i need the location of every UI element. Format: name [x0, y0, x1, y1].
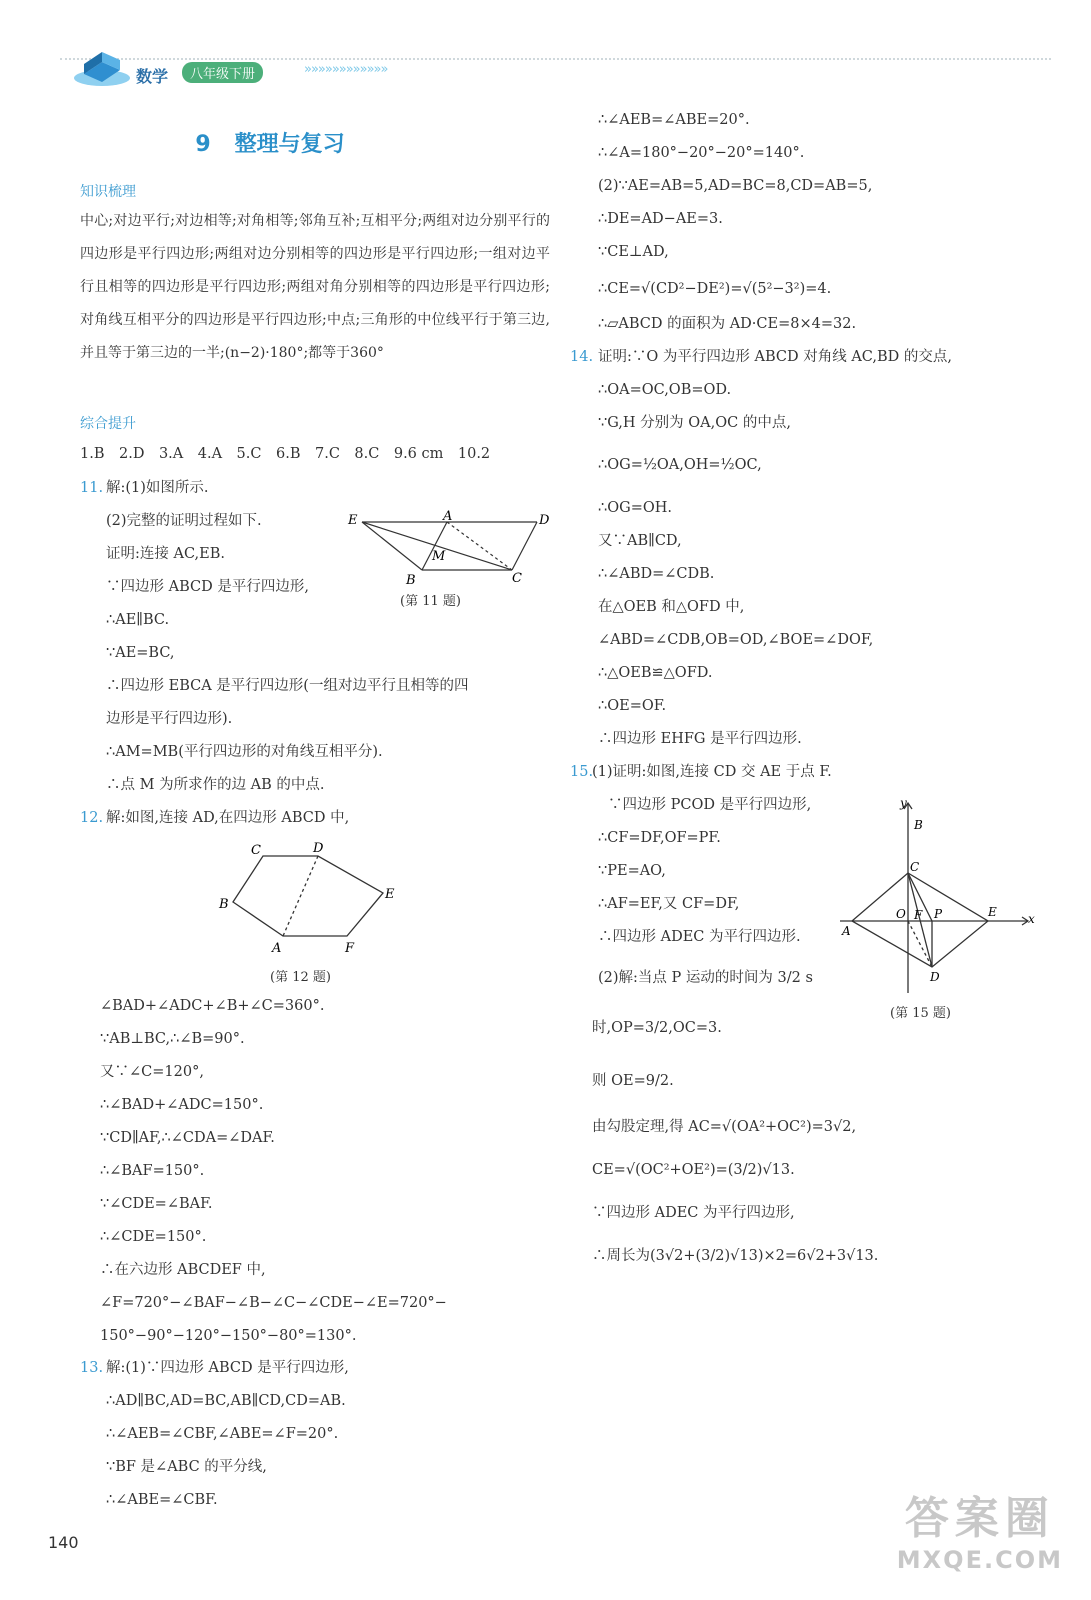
q15-caption: (第 15 题)	[890, 1006, 951, 1021]
q14-line: ∴OE=OF.	[598, 698, 667, 714]
q13-right-line: ∴▱ABCD 的面积为 AD·CE=8×4=32.	[598, 316, 857, 332]
q14-line: ∴OA=OC,OB=OD.	[598, 382, 732, 398]
q15-line: ∴AF=EF,又 CF=DF,	[598, 896, 740, 912]
q15-line: ∴四边形 ADEC 为平行四边形.	[598, 929, 801, 945]
q12-label-b: B	[219, 897, 229, 912]
section-knowledge: 知识梳理	[80, 184, 136, 200]
q15-label-p: P	[934, 907, 943, 921]
answers-row: 1.B 2.D 3.A 4.A 5.C 6.B 7.C 8.C 9.6 cm 10.2	[80, 446, 491, 462]
title-number: 9	[195, 132, 211, 157]
page-number: 140	[48, 1533, 79, 1552]
q13-line: ∴AD∥BC,AD=BC,AB∥CD,CD=AB.	[106, 1393, 346, 1409]
q12-label-c: C	[251, 843, 261, 858]
q12-line: 150°−90°−120°−150°−80°=130°.	[100, 1328, 357, 1344]
q15-label-e: E	[988, 905, 997, 919]
q12-line: ∵∠CDE=∠BAF.	[100, 1196, 213, 1212]
q11-line: ∴点 M 为所求作的边 AB 的中点.	[106, 777, 325, 793]
q12-line: ∠BAD+∠ADC+∠B+∠C=360°.	[100, 998, 325, 1014]
watermark-line2: MXQE.COM	[896, 1546, 1063, 1574]
q11-line: ∴AE∥BC.	[106, 612, 170, 628]
q15-line: ∴周长为(3√2+(3/2)√13)×2=6√2+3√13.	[592, 1248, 879, 1264]
q15-figure	[838, 795, 1038, 995]
q15-line: 由勾股定理,得 AC=√(OA²+OC²)=3√2,	[592, 1119, 857, 1135]
q15-label-d: D	[930, 970, 940, 984]
q14-line: ∴△OEB≌△OFD.	[598, 665, 713, 681]
watermark-line1: 答案圈	[904, 1493, 1055, 1544]
q15-label-x: x	[1028, 912, 1035, 926]
q13-right-line: ∴∠A=180°−20°−20°=140°.	[598, 145, 805, 161]
knowledge-paragraph: 中心;对边平行;对边相等;对角相等;邻角互补;互相平分;两组对边分别平行的四边形是平行四边形;两组对边分别相等的四边形是平行四边形;一组对边平行且相等的四边形是平行四边形;两组对角分别相等的四边形是平行四边形;对角线互相平分的四边形是平行四边形;中点;三角形的中位线平行于第三边,并且等于第三边的一半;(n−2)·180°;都等于360°	[80, 213, 550, 361]
q14-line: ∠ABD=∠CDB,OB=OD,∠BOE=∠DOF,	[598, 632, 874, 648]
q15-line: (1)证明:如图,连接 CD 交 AE 于点 F.	[592, 764, 832, 780]
q14-line: ∴OG=½OA,OH=½OC,	[598, 457, 762, 473]
q15-line: ∵四边形 PCOD 是平行四边形,	[608, 797, 812, 813]
q15-line: ∵PE=AO,	[598, 863, 666, 879]
q12-line: ∠F=720°−∠BAF−∠B−∠C−∠CDE−∠E=720°−	[100, 1295, 447, 1311]
q14-line: ∴四边形 EHFG 是平行四边形.	[598, 731, 802, 747]
q11-label-b: B	[406, 573, 416, 588]
q12-label-e: E	[385, 887, 395, 902]
q13-right-line: ∴CE=√(CD²−DE²)=√(5²−3²)=4.	[598, 281, 832, 297]
q15-line: (2)解:当点 P 运动的时间为 3/2 s	[598, 970, 813, 986]
q11-figure	[342, 510, 552, 590]
q14-line: 又∵AB∥CD,	[598, 533, 682, 549]
q13-right-line: ∴∠AEB=∠ABE=20°.	[598, 112, 750, 128]
q13-line: 解:(1)∵四边形 ABCD 是平行四边形,	[106, 1360, 349, 1376]
q11-label-a: A	[443, 510, 453, 524]
header-rule	[60, 58, 1051, 60]
q14-line: ∵G,H 分别为 OA,OC 的中点,	[598, 415, 791, 431]
q15-line: CE=√(OC²+OE²)=(3/2)√13.	[592, 1162, 795, 1178]
q11-line: 边形是平行四边形).	[106, 711, 233, 727]
q11-line: 解:(1)如图所示.	[106, 480, 209, 496]
q13-right-line: ∵CE⊥AD,	[598, 244, 669, 260]
book-logo-icon	[72, 48, 132, 88]
q12-line: ∴∠BAD+∠ADC=150°.	[100, 1097, 264, 1113]
q14-line: ∴∠ABD=∠CDB.	[598, 566, 715, 582]
q12-label-d: D	[313, 841, 324, 856]
q15-line: ∴CF=DF,OF=PF.	[598, 830, 721, 846]
q15-line: ∵四边形 ADEC 为平行四边形,	[592, 1205, 795, 1221]
q14-line: 在△OEB 和△OFD 中,	[598, 599, 745, 615]
q13-number: 13.	[80, 1360, 104, 1376]
q13-right-line: (2)∵AE=AB=5,AD=BC=8,CD=AB=5,	[598, 178, 873, 194]
title-text: 整理与复习	[234, 132, 345, 157]
q12-line: ∵CD∥AF,∴∠CDA=∠DAF.	[100, 1130, 275, 1146]
q12-line: 又∵∠C=120°,	[100, 1064, 204, 1080]
q15-line: 时,OP=3/2,OC=3.	[592, 1020, 722, 1036]
header-grade-badge: 八年级下册	[182, 62, 263, 83]
q15-label-a: A	[842, 924, 851, 938]
q15-line: 则 OE=9/2.	[592, 1073, 674, 1089]
q11-number: 11.	[80, 480, 104, 496]
q12-caption: (第 12 题)	[270, 970, 331, 985]
q11-line: ∴AM=MB(平行四边形的对角线互相平分).	[106, 744, 383, 760]
q13-line: ∵BF 是∠ABC 的平分线,	[106, 1459, 267, 1475]
q15-label-b: B	[914, 818, 923, 832]
q11-line: ∵AE=BC,	[106, 645, 175, 661]
q12-line: ∴∠CDE=150°.	[100, 1229, 207, 1245]
q11-label-e: E	[348, 513, 358, 528]
q12-line: ∴∠BAF=150°.	[100, 1163, 205, 1179]
section-improve: 综合提升	[80, 416, 136, 432]
q14-number: 14.	[570, 349, 594, 365]
q12-figure	[215, 838, 405, 958]
q13-line: ∴∠ABE=∠CBF.	[106, 1492, 218, 1508]
header-subject: 数学	[136, 67, 169, 86]
q11-line: 证明:连接 AC,EB.	[106, 546, 226, 562]
q11-line: ∴四边形 EBCA 是平行四边形(一组对边平行且相等的四	[106, 678, 469, 694]
q14-line: 证明:∵O 为平行四边形 ABCD 对角线 AC,BD 的交点,	[598, 349, 952, 365]
q15-label-o: O	[896, 907, 906, 921]
q12-intro: 解:如图,连接 AD,在四边形 ABCD 中,	[106, 810, 350, 826]
q15-number: 15.	[570, 764, 594, 780]
q11-line: ∵四边形 ABCD 是平行四边形,	[106, 579, 309, 595]
q12-number: 12.	[80, 810, 104, 826]
header-arrows: »»»»»»»»»»»»	[304, 62, 388, 77]
q13-line: ∴∠AEB=∠CBF,∠ABE=∠F=20°.	[106, 1426, 339, 1442]
q15-label-c: C	[910, 860, 920, 874]
q11-label-d: D	[539, 513, 550, 528]
q11-label-c: C	[512, 571, 522, 586]
q13-right-line: ∴DE=AD−AE=3.	[598, 211, 723, 227]
q12-line: ∵AB⊥BC,∴∠B=90°.	[100, 1031, 245, 1047]
q11-label-m: M	[432, 549, 446, 564]
q11-line: (2)完整的证明过程如下.	[106, 513, 262, 529]
q14-line: ∴OG=OH.	[598, 500, 672, 516]
watermark	[897, 1482, 1063, 1574]
q12-label-f: F	[345, 941, 355, 956]
q15-label-y: y	[900, 796, 907, 810]
q12-label-a: A	[272, 941, 282, 956]
q15-label-f: F	[914, 908, 923, 922]
q11-caption: (第 11 题)	[400, 594, 461, 609]
q12-line: ∴在六边形 ABCDEF 中,	[100, 1262, 266, 1278]
page-title	[0, 127, 540, 158]
